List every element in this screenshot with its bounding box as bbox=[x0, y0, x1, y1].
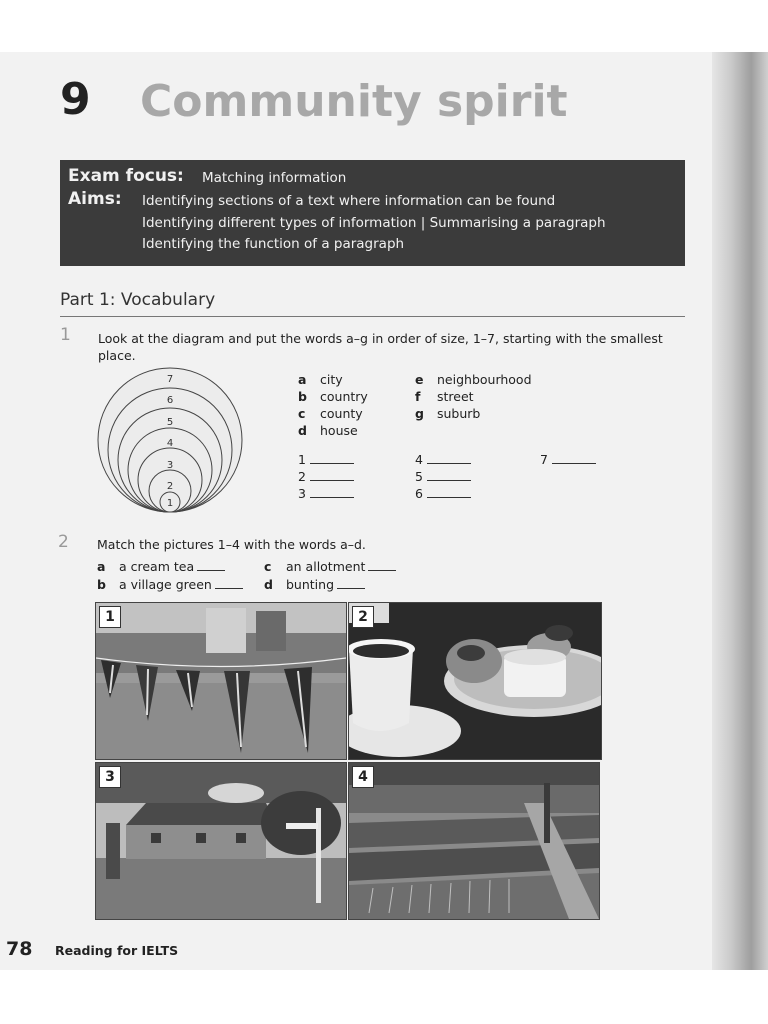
photo-number-tag: 2 bbox=[352, 606, 374, 628]
aim-item: Identifying sections of a text where information can be found bbox=[142, 193, 556, 209]
match-option: c an allotment bbox=[264, 559, 396, 574]
answer-blank[interactable]: 4 bbox=[415, 452, 471, 467]
circle-label: 6 bbox=[166, 395, 174, 406]
circle-label: 7 bbox=[166, 374, 174, 385]
word-option: b country bbox=[298, 389, 368, 404]
word-option: c county bbox=[298, 406, 363, 421]
nested-circles-diagram bbox=[95, 367, 247, 515]
part-divider bbox=[60, 316, 685, 317]
match-option: d bunting bbox=[264, 577, 365, 592]
answer-blank[interactable]: 7 bbox=[540, 452, 596, 467]
photo-cream-tea bbox=[348, 602, 602, 760]
photo-number-tag: 1 bbox=[99, 606, 121, 628]
chapter-title: Community spirit bbox=[140, 76, 568, 127]
page-number: 78 bbox=[6, 938, 33, 960]
question-2-instruction: Match the pictures 1–4 with the words a–d. bbox=[97, 537, 366, 552]
photo-number-tag: 3 bbox=[99, 766, 121, 788]
match-option: a a cream tea bbox=[97, 559, 225, 574]
exam-focus-value: Matching information bbox=[202, 170, 347, 186]
circle-label: 2 bbox=[166, 481, 174, 492]
aim-item: Identifying the function of a paragraph bbox=[142, 236, 405, 252]
circle-label: 3 bbox=[166, 460, 174, 471]
word-option: d house bbox=[298, 423, 358, 438]
aim-item: Identifying different types of information | Summarising a paragraph bbox=[142, 215, 606, 231]
answer-blank[interactable]: 2 bbox=[298, 469, 354, 484]
part-title: Part 1: Vocabulary bbox=[60, 290, 216, 310]
word-option: e neighbourhood bbox=[415, 372, 532, 387]
photo-village-green bbox=[95, 762, 347, 920]
scan-margin bbox=[0, 970, 768, 1024]
question-2-number: 2 bbox=[58, 532, 69, 552]
book-title: Reading for IELTS bbox=[55, 943, 179, 958]
answer-blank[interactable]: 5 bbox=[415, 469, 471, 484]
answer-blank[interactable]: 6 bbox=[415, 486, 471, 501]
answer-blank[interactable]: 1 bbox=[298, 452, 354, 467]
match-option: b a village green bbox=[97, 577, 243, 592]
exam-focus-label: Exam focus: bbox=[68, 166, 184, 186]
photo-bunting bbox=[95, 602, 347, 760]
word-option: g suburb bbox=[415, 406, 481, 421]
photo-allotment bbox=[348, 762, 600, 920]
circle-label: 4 bbox=[166, 438, 174, 449]
circle-label: 1 bbox=[166, 498, 174, 509]
question-1-instruction: Look at the diagram and put the words a–g in order of size, 1–7, starting with the smallest place. bbox=[98, 331, 663, 363]
book-spine-shadow bbox=[712, 52, 768, 970]
question-1-number: 1 bbox=[60, 325, 71, 345]
circle-label: 5 bbox=[166, 417, 174, 428]
aims-label: Aims: bbox=[68, 189, 122, 209]
photo-number-tag: 4 bbox=[352, 766, 374, 788]
answer-blank[interactable]: 3 bbox=[298, 486, 354, 501]
exam-focus-box bbox=[60, 160, 685, 266]
word-option: a city bbox=[298, 372, 343, 387]
word-option: f street bbox=[415, 389, 474, 404]
chapter-number: 9 bbox=[60, 74, 91, 125]
